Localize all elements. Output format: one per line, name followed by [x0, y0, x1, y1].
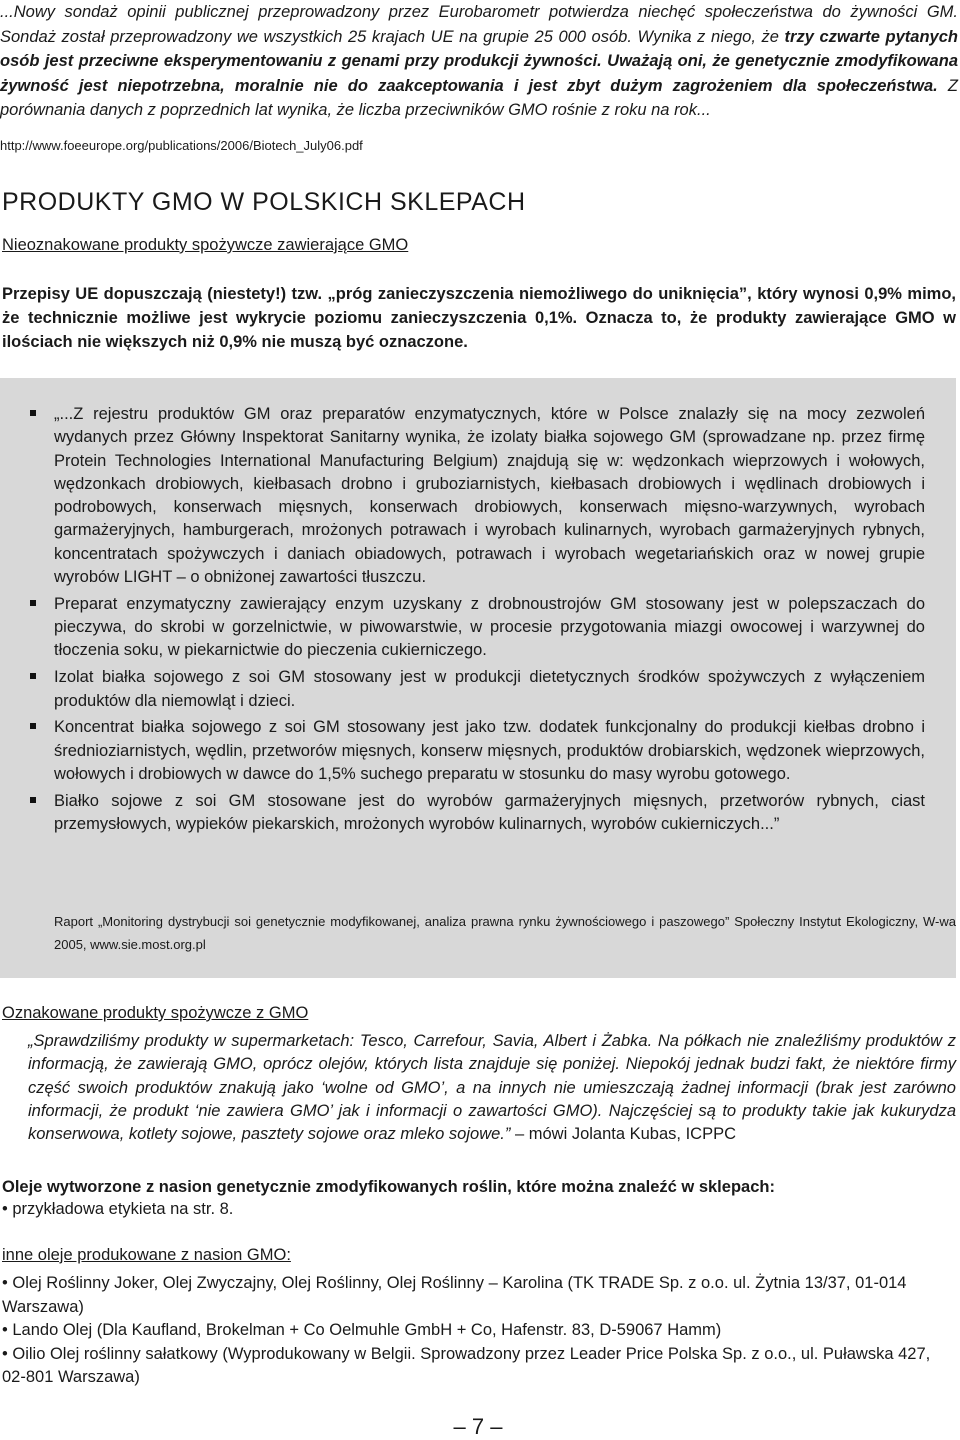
- list-item: • Lando Olej (Dla Kaufland, Brokelman + Co Oelmuhle GmbH + Co, Hafenstr. 83, D-59067 Hamm): [2, 1321, 722, 1339]
- supermarket-quote: [28, 1030, 956, 1146]
- source-link[interactable]: http://www.foeeurope.org/publications/2006/Biotech_July06.pdf: [0, 138, 363, 153]
- quote-author: – mówi Jolanta Kubas, ICPPC: [510, 1125, 736, 1144]
- oils-heading: Oleje wytworzone z nasion genetycznie zmodyfikowanych roślin, które można znaleźć w sklepach:: [2, 1178, 775, 1196]
- other-oils-list: [2, 1272, 956, 1390]
- other-oils-heading: inne oleje produkowane z nasion GMO:: [2, 1246, 291, 1264]
- bullet-square-icon: [30, 723, 36, 729]
- subheading-unlabeled-products: Nieoznakowane produkty spożywcze zawierające GMO: [2, 236, 409, 254]
- bullet-square-icon: [30, 673, 36, 679]
- oils-example-note: • przykładowa etykieta na str. 8.: [2, 1200, 234, 1218]
- list-item: • Oilio Olej roślinny sałatkowy (Wyprodukowany w Belgii. Sprowadzony przez Leader Price Polska Sp. z o.o., ul. Puławska 427, 02-801 Warszawa): [2, 1344, 931, 1386]
- list-item: [30, 666, 925, 713]
- page-number: – 7 –: [453, 1414, 503, 1439]
- intro-paragraph: [0, 0, 958, 123]
- list-item-text: Białko sojowe z soi GM stosowane jest do wyrobów garmażeryjnych mięsnych, przetworów rybnych, ciast przemysłowych, wypieków piekarskich, mrożonych wyrobów kulinarnych, wyrobów cukierniczych...”: [54, 791, 925, 834]
- list-item-text: Preparat enzymatyczny zawierający enzym uzyskany z drobnoustrojów GM stosowany jest w polepszaczach do pieczywa, do skrobi w gorzelnictwie, w piwowarstwie, w procesie przygotowania miazgi owocowej i warzywnej do tłoczenia soku, w piekarnictwie do pieczenia cukierniczego.: [54, 594, 925, 660]
- bullet-square-icon: [30, 600, 36, 606]
- gmo-register-list: [30, 403, 925, 840]
- intro-text-1: ...Nowy sondaż opinii publicznej przeprowadzony przez Eurobarometr potwierdza niechęć społeczeństwa do żywności GM. Sondaż został przeprowadzony we wszystkich 25 krajach UE na grupie 25 000 osób. Wynika z niego, że: [0, 3, 958, 46]
- bullet-square-icon: [30, 797, 36, 803]
- list-item-text: Koncentrat białka sojowego z soi GM stosowany jest jako tzw. dodatek funkcjonalny do produkcji kiełbas drobno i średnioziarnistych, wędlin, przetworów mięsnych, konserw mięsnych, produktów drobiarskich, wędzonek wieprzowych, wołowych i drobiowych w dawce do 1,5% suchego preparatu w stosunku do masy wyrobu gotowego.: [54, 718, 925, 783]
- quote-text: „Sprawdziliśmy produkty w supermarketach: Tesco, Carrefour, Savia, Albert i Żabka. Na półkach nie znaleźliśmy produktów z informacją, że zawierają GMO, oprócz olejów, których lista znajduje się poniżej. Niepokój jednak budzi fakt, że niektóre firmy część swoich produktów znakują jako ‘wolne od GMO’, a na innych nie umieszczają żadnej informacji (brak jest zarówno informacji, że produkt ‘nie zawiera GMO’ jak i informacji o zawartości GMO). Najczęściej są to produkty takie jak kukurydza konserwowa, kotlety sojowe, pasztety sojowe oraz mleko sojowe.”: [28, 1032, 956, 1144]
- list-item-text: „...Z rejestru produktów GM oraz preparatów enzymatycznych, które w Polsce znalazły się na mocy zezwoleń wydanych przez Główny Inspektorat Sanitarny wynika, że izolaty białka sojowego GM (sprowadzane np. przez firmę Protein Technologies International Manufacturing Belgium) znajdują się w: wędzonkach wieprzowych i wołowych, wędzonkach drobiowych, kiełbasach drobno i gruboziarnistych, kiełbasach drobiowych i wędlinach drobiowych i podrobowych, konserwach mięsnych, konserwach drobiowych, konserwach mięsno-warzywnych, wyrobach garmażeryjnych, hamburgerach, mrożonych potrawach i wyrobach kulinarnych, wyrobach garmażeryjnych rybnych, koncentratach spożywczych i daniach obiadowych, potrawach i wyrobach wegetariańskich oraz w nowej grupie wyrobów LIGHT – o obniżonej zawartości tłuszczu.: [54, 405, 925, 587]
- list-item: [30, 716, 925, 786]
- list-item: [30, 403, 925, 589]
- report-citation: Raport „Monitoring dystrybucji soi genetycznie modyfikowanej, analiza prawna rynku żywnościowego i paszowego” Społeczny Instytut Ekologiczny, W-wa 2005, www.sie.most.org.pl: [54, 914, 956, 952]
- intro-text-2: Z porównania danych z poprzednich lat wynika, że liczba przeciwników GMO rośnie z roku na rok...: [0, 76, 958, 119]
- intro-bold-text: trzy czwarte pytanych osób jest przeciwne eksperymentowaniu z genami przy produkcji żywności. Uważają oni, że genetycznie zmodyfikowana żywność jest niepotrzebna, moralnie nie do zaakceptowania i jest zbyt dużym zagrożeniem dla społeczeństwa.: [0, 27, 958, 95]
- bullet-square-icon: [30, 410, 36, 416]
- list-item: [30, 790, 925, 837]
- page-title: PRODUKTY GMO W POLSKICH SKLEPACH: [2, 188, 526, 216]
- list-item-text: Izolat białka sojowego z soi GM stosowany jest w produkcji dietetycznych środków spożywczych z wyłączeniem produktów dla niemowląt i dzieci.: [54, 668, 925, 710]
- list-item: [30, 593, 925, 663]
- list-item: • Olej Roślinny Joker, Olej Zwyczajny, Olej Roślinny, Olej Roślinny – Karolina (TK TRADE Sp. z o.o. ul. Żytnia 13/37, 01-014 Warszawa): [2, 1274, 907, 1316]
- threshold-rule-paragraph: Przepisy UE dopuszczają (niestety!) tzw. „próg zanieczyszczenia niemożliwego do uniknięcia”, który wynosi 0,9% mimo, że technicznie możliwe jest wykrycie poziomu zanieczyszczenia 0,1%. Oznacza to, że produkty zawierające GMO w ilościach nie większych niż 0,9% nie muszą być oznaczone.: [2, 285, 956, 351]
- subheading-labeled-products: Oznakowane produkty spożywcze z GMO: [2, 1004, 309, 1022]
